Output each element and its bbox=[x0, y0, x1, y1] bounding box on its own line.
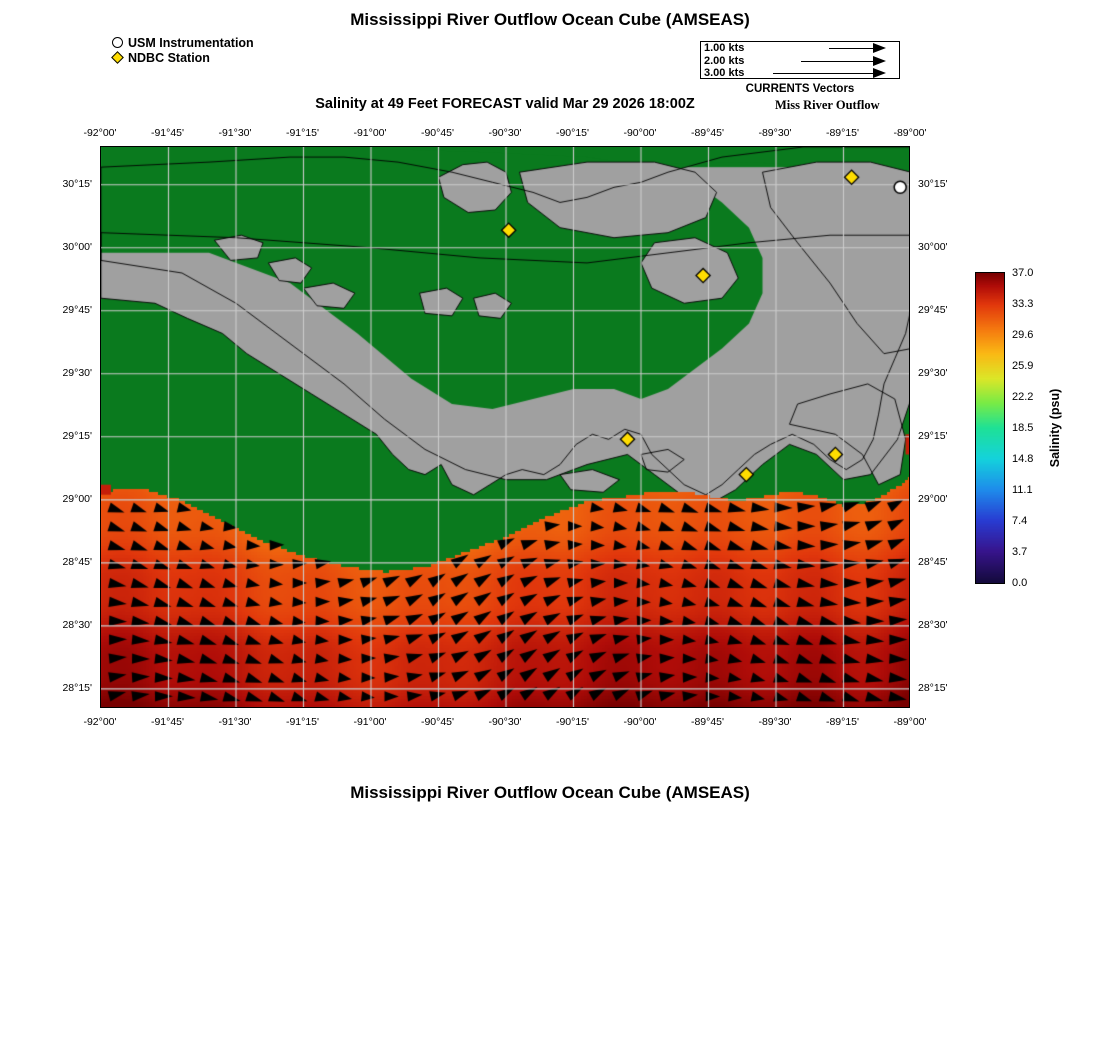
tick-label-lat-right: 30°00' bbox=[918, 240, 948, 253]
colorbar-tick-label: 37.0 bbox=[1012, 267, 1034, 279]
colorbar-tick-label: 11.1 bbox=[1012, 484, 1033, 496]
vector-key-label-2: 2.00 kts bbox=[704, 54, 745, 67]
tick-label-lat-left: 29°15' bbox=[62, 429, 92, 442]
legend-item-ndbc bbox=[110, 51, 254, 66]
tick-label-lon-bottom: -89°00' bbox=[893, 716, 927, 728]
tick-label-lat-left: 28°45' bbox=[62, 555, 92, 568]
tick-label-lon-bottom: -90°45' bbox=[420, 716, 455, 728]
tick-label-lon-bottom: -91°45' bbox=[150, 716, 185, 728]
legend-label-usm: USM Instrumentation bbox=[128, 36, 254, 50]
dataset-label: Miss River Outflow bbox=[775, 98, 880, 112]
tick-label-lon-top: -89°30' bbox=[758, 127, 792, 139]
tick-label-lon-top: -92°00' bbox=[83, 127, 117, 139]
vector-key-caption: CURRENTS Vectors bbox=[745, 83, 855, 95]
vector-arrow-3 bbox=[873, 68, 886, 78]
page-title-bottom: Mississippi River Outflow Ocean Cube (AMSEAS) bbox=[350, 783, 750, 802]
colorbar-tick-label: 14.8 bbox=[1012, 453, 1034, 465]
legend-label-ndbc: NDBC Station bbox=[128, 51, 210, 65]
tick-label-lon-top: -90°30' bbox=[488, 127, 522, 139]
tick-label-lon-top: -90°00' bbox=[623, 127, 657, 139]
tick-label-lon-top: -89°45' bbox=[690, 127, 725, 139]
tick-label-lon-top: -91°00' bbox=[353, 127, 387, 139]
tick-label-lon-bottom: -89°15' bbox=[825, 716, 860, 728]
colorbar-tick-label: 7.4 bbox=[1012, 515, 1028, 527]
tick-label-lat-right: 30°15' bbox=[918, 177, 948, 190]
currents-vector-key bbox=[700, 41, 900, 79]
colorbar-gradient bbox=[976, 273, 1004, 583]
vector-shaft-3 bbox=[773, 73, 874, 74]
map-legend bbox=[110, 36, 254, 66]
tick-label-lon-top: -89°00' bbox=[893, 127, 927, 139]
tick-label-lon-bottom: -92°00' bbox=[83, 716, 117, 728]
vector-shaft-2 bbox=[801, 61, 874, 62]
colorbar-tick-label: 22.2 bbox=[1012, 391, 1034, 403]
colorbar-tick-label: 29.6 bbox=[1012, 329, 1034, 341]
tick-label-lat-left: 28°15' bbox=[62, 681, 92, 694]
tick-label-lat-right: 29°00' bbox=[918, 492, 948, 505]
tick-label-lat-left: 29°00' bbox=[62, 492, 92, 505]
colorbar-tick-label: 25.9 bbox=[1012, 360, 1034, 372]
tick-label-lat-right: 29°30' bbox=[918, 366, 948, 379]
tick-label-lon-bottom: -90°15' bbox=[555, 716, 590, 728]
colorbar-tick-label: 18.5 bbox=[1012, 422, 1034, 434]
tick-label-lon-top: -90°45' bbox=[420, 127, 455, 139]
tick-label-lon-top: -91°45' bbox=[150, 127, 185, 139]
circle-icon bbox=[110, 36, 128, 51]
tick-label-lon-bottom: -89°45' bbox=[690, 716, 725, 728]
colorbar bbox=[975, 272, 1005, 584]
tick-label-lon-top: -89°15' bbox=[825, 127, 860, 139]
diamond-icon bbox=[110, 51, 128, 66]
tick-label-lat-right: 28°45' bbox=[918, 555, 948, 568]
vector-key-label-3: 3.00 kts bbox=[704, 67, 745, 80]
tick-label-lon-bottom: -89°30' bbox=[758, 716, 792, 728]
tick-label-lon-bottom: -90°00' bbox=[623, 716, 657, 728]
vector-shaft-1 bbox=[829, 48, 874, 49]
tick-label-lon-bottom: -90°30' bbox=[488, 716, 522, 728]
colorbar-tick-label: 3.7 bbox=[1012, 546, 1028, 558]
vector-arrow-2 bbox=[873, 56, 886, 66]
tick-label-lon-bottom: -91°30' bbox=[218, 716, 252, 728]
tick-label-lat-left: 29°45' bbox=[62, 303, 92, 316]
tick-label-lat-right: 28°15' bbox=[918, 681, 948, 694]
vector-arrow-1 bbox=[873, 43, 886, 53]
tick-label-lat-left: 29°30' bbox=[62, 366, 92, 379]
tick-label-lat-left: 30°15' bbox=[62, 177, 92, 190]
colorbar-title: Salinity (psu) bbox=[1048, 388, 1062, 468]
map-raster bbox=[101, 147, 910, 708]
vector-key-row-1 bbox=[701, 42, 899, 55]
tick-label-lat-right: 29°45' bbox=[918, 303, 948, 316]
tick-label-lat-left: 30°00' bbox=[62, 240, 92, 253]
colorbar-tick-label: 33.3 bbox=[1012, 298, 1034, 310]
tick-label-lon-top: -91°15' bbox=[285, 127, 320, 139]
tick-label-lat-right: 29°15' bbox=[918, 429, 948, 442]
colorbar-tick-label: 0.0 bbox=[1012, 577, 1028, 589]
tick-label-lon-top: -90°15' bbox=[555, 127, 590, 139]
tick-label-lat-left: 28°30' bbox=[62, 618, 92, 631]
page-title: Mississippi River Outflow Ocean Cube (AMSEAS) bbox=[350, 10, 750, 29]
vector-key-row-2 bbox=[701, 55, 899, 68]
legend-item-usm bbox=[110, 36, 254, 51]
tick-label-lon-top: -91°30' bbox=[218, 127, 252, 139]
vector-key-label-1: 1.00 kts bbox=[704, 42, 745, 54]
map-plot-area[interactable] bbox=[100, 146, 910, 708]
tick-label-lon-bottom: -91°00' bbox=[353, 716, 387, 728]
tick-label-lon-bottom: -91°15' bbox=[285, 716, 320, 728]
tick-label-lat-right: 28°30' bbox=[918, 618, 948, 631]
plot-subtitle: Salinity at 49 Feet FORECAST valid Mar 29 2026 18:00Z bbox=[315, 96, 695, 112]
vector-key-row-3 bbox=[701, 67, 899, 80]
